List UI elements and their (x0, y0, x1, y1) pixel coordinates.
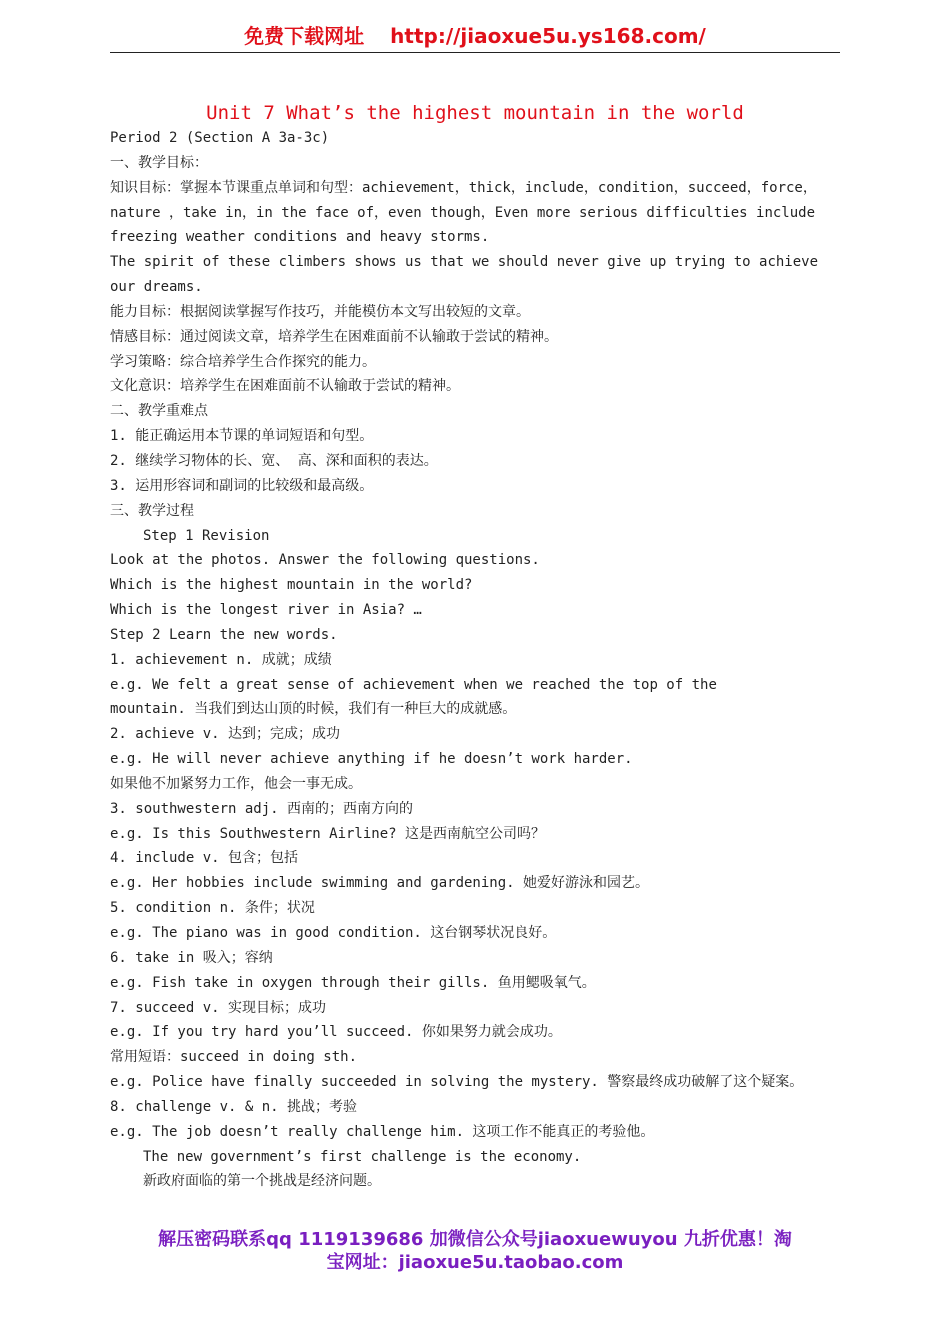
download-url-link[interactable]: http://jiaoxue5u.ys168.com/ (390, 24, 706, 48)
text-line: e.g. Fish take in oxygen through their gills. 鱼用鳃吸氧气。 (110, 974, 596, 991)
text-line: freezing weather conditions and heavy storms. (110, 229, 490, 246)
text-line: 如果他不加紧努力工作，他会一事无成。 (110, 775, 362, 792)
text-line: 常用短语：succeed in doing sth. (110, 1049, 358, 1066)
text-line: e.g. Her hobbies include swimming and gardening. 她爱好游泳和园艺。 (110, 875, 650, 892)
text-line-section-heading: 一、教学目标： (110, 154, 208, 171)
text-line: The new government’s first challenge is the economy. (143, 1148, 582, 1165)
text-line-section-heading: 二、教学重难点 (110, 403, 208, 420)
text-line: 新政府面临的第一个挑战是经济问题。 (143, 1173, 381, 1190)
text-line: 1. achievement n. 成就；成绩 (110, 651, 332, 668)
text-line-period: Period 2 (Section A 3a-3c) (110, 130, 330, 146)
text-line: 知识目标：掌握本节课重点单词和句型：achievement，thick，include，condition，succeed，force， (110, 179, 817, 196)
promo-footer-line: 解压密码联系qq 1119139686 加微信公众号jiaoxuewuyou 九折优惠！淘 (158, 1229, 792, 1250)
text-line: 3. 运用形容词和副词的比较级和最高级。 (110, 477, 374, 494)
text-line: Which is the highest mountain in the world? (110, 577, 473, 594)
text-line: Which is the longest river in Asia? … (110, 602, 422, 619)
header-divider (110, 52, 840, 53)
text-line: e.g. We felt a great sense of achievement when we reached the top of the (110, 676, 717, 693)
text-line: 7. succeed v. 实现目标；成功 (110, 999, 327, 1016)
text-line: 文化意识：培养学生在困难面前不认输敢于尝试的精神。 (110, 378, 460, 395)
promo-footer (100, 1228, 850, 1274)
text-line: nature ，take in，in the face of，even though，Even more serious difficulties include (110, 204, 816, 221)
text-line: Look at the photos. Answer the following questions. (110, 552, 540, 569)
text-line: 2. achieve v. 达到；完成；成功 (110, 726, 341, 743)
text-line: 1. 能正确运用本节课的单词短语和句型。 (110, 428, 374, 445)
text-line: e.g. Is this Southwestern Airline? 这是西南航空公司吗？ (110, 825, 546, 842)
text-line: 能力目标：根据阅读掌握写作技巧，并能模仿本文写出较短的文章。 (110, 303, 530, 320)
text-line: e.g. The piano was in good condition. 这台钢琴状况良好。 (110, 925, 557, 941)
text-line-step: Step 2 Learn the new words. (110, 626, 338, 643)
text-line: e.g. If you try hard you’ll succeed. 你如果努力就会成功。 (110, 1024, 562, 1041)
text-line: 8. challenge v. & n. 挑战；考验 (110, 1098, 358, 1115)
promo-footer-link[interactable]: 宝网址：jiaoxue5u.taobao.com (326, 1252, 624, 1273)
text-line: 2. 继续学习物体的长、宽、 高、深和面积的表达。 (110, 452, 438, 469)
text-line: e.g. Police have finally succeeded in solving the mystery. 警察最终成功破解了这个疑案。 (110, 1074, 804, 1091)
text-line: 4. include v. 包含；包括 (110, 850, 299, 867)
text-line: 学习策略：综合培养学生合作探究的能力。 (110, 353, 376, 370)
lesson-body (110, 126, 845, 1194)
text-line: 3. southwestern adj. 西南的；西南方向的 (110, 800, 414, 817)
text-line: our dreams. (110, 279, 203, 296)
text-line: 5. condition n. 条件；状况 (110, 900, 315, 917)
download-label: 免费下载网址 (244, 24, 365, 48)
text-line-step: Step 1 Revision (143, 527, 270, 544)
page-title: Unit 7 What’s the highest mountain in the world (206, 102, 744, 124)
text-line: The spirit of these climbers shows us that we should never give up trying to achieve (110, 254, 819, 271)
text-line-section-heading: 三、教学过程 (110, 502, 194, 519)
download-header (110, 22, 840, 50)
text-line: e.g. The job doesn’t really challenge him. 这项工作不能真正的考验他。 (110, 1123, 655, 1140)
text-line: 情感目标：通过阅读文章，培养学生在困难面前不认输敢于尝试的精神。 (110, 328, 558, 345)
text-line: e.g. He will never achieve anything if he doesn’t work harder. (110, 751, 633, 768)
text-line: mountain. 当我们到达山顶的时候，我们有一种巨大的成就感。 (110, 701, 517, 718)
text-line: 6. take in 吸入；容纳 (110, 949, 273, 966)
